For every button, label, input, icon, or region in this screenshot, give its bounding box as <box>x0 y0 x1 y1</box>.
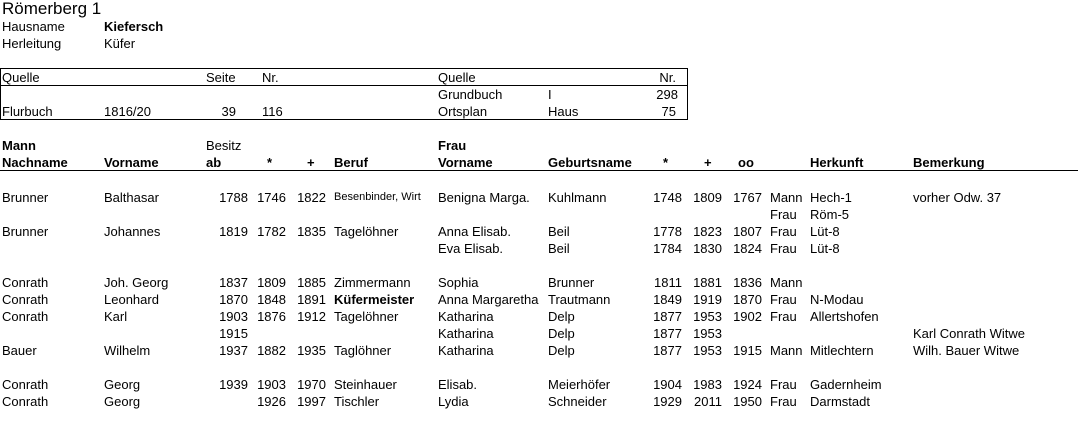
cell-geburtsname: Trautmann <box>548 292 611 307</box>
header-beruf: Beruf <box>334 155 368 170</box>
cell-oo: 1870 <box>733 292 762 307</box>
cell-f-born: 1748 <box>653 190 682 205</box>
cell-ab: 1937 <box>219 343 248 358</box>
ortsplan-detail: Haus <box>548 104 579 119</box>
cell-nachname: Bauer <box>2 343 37 358</box>
cell-who: Frau <box>770 377 797 392</box>
cell-beruf: Taglöhner <box>334 343 392 358</box>
cell-died: 1935 <box>297 343 326 358</box>
cell-ab: 1837 <box>219 275 248 290</box>
cell-who: Frau <box>770 224 797 239</box>
cell-nachname: Brunner <box>2 190 49 205</box>
quelle-header-left: Quelle <box>2 70 40 85</box>
cell-who: Frau <box>770 292 797 307</box>
cell-ab: 1903 <box>219 309 248 324</box>
cell-who: Frau <box>770 394 797 409</box>
header-frau-born: * <box>663 155 669 170</box>
cell-beruf: Steinhauer <box>334 377 397 392</box>
cell-herkunft: Lüt-8 <box>810 224 840 239</box>
cell-nachname: Conrath <box>2 275 49 290</box>
cell-f-born: 1811 <box>654 275 682 290</box>
cell-born: 1746 <box>257 190 286 205</box>
cell-frau-vorname: Sophia <box>438 275 479 290</box>
cell-died: 1997 <box>297 394 326 409</box>
cell-geburtsname: Brunner <box>548 275 595 290</box>
cell-vorname: Georg <box>104 377 141 392</box>
cell-f-died: 1953 <box>693 343 722 358</box>
cell-oo: 1924 <box>733 377 762 392</box>
quelle-header-divider <box>0 85 688 86</box>
cell-ab: 1819 <box>219 224 248 239</box>
cell-born: 1882 <box>257 343 286 358</box>
cell-frau-vorname: Anna Margaretha <box>438 292 539 307</box>
cell-oo: 1836 <box>733 275 762 290</box>
cell-f-born: 1877 <box>653 309 682 324</box>
cell-f-born: 1784 <box>653 241 682 256</box>
cell-beruf: Küfermeister <box>334 292 415 307</box>
cell-died: 1822 <box>297 190 326 205</box>
cell-vorname: Leonhard <box>104 292 159 307</box>
cell-f-died: 1919 <box>693 292 722 307</box>
cell-f-died: 1823 <box>693 224 722 239</box>
cell-herkunft: Allertshofen <box>810 309 879 324</box>
cell-geburtsname: Beil <box>548 241 570 256</box>
header-ab: ab <box>206 155 222 170</box>
cell-born: 1876 <box>257 309 286 324</box>
cell-f-died: 1953 <box>693 309 722 324</box>
page-title: Römerberg 1 <box>2 0 102 18</box>
cell-herkunft: Lüt-8 <box>810 241 840 256</box>
header-died: + <box>307 155 315 170</box>
cell-who: Mann <box>770 275 803 290</box>
cell-vorname: Karl <box>104 309 128 324</box>
cell-nachname: Conrath <box>2 377 49 392</box>
cell-bemerkung: Karl Conrath Witwe <box>913 326 1025 341</box>
cell-born: 1782 <box>257 224 286 239</box>
cell-ab: 1939 <box>219 377 248 392</box>
cell-nachname: Conrath <box>2 292 49 307</box>
grundbuch-label: Grundbuch <box>438 87 503 102</box>
cell-died: 1835 <box>297 224 326 239</box>
cell-geburtsname: Delp <box>548 343 575 358</box>
cell-f-died: 1983 <box>693 377 722 392</box>
cell-frau-vorname: Lydia <box>438 394 469 409</box>
header-born: * <box>267 155 273 170</box>
cell-f-born: 1778 <box>653 224 682 239</box>
cell-geburtsname: Beil <box>548 224 570 239</box>
cell-oo: 1915 <box>733 343 762 358</box>
cell-f-died: 2011 <box>694 394 722 409</box>
header-divider <box>0 170 1078 171</box>
cell-beruf: Tischler <box>334 394 380 409</box>
flurbuch-seite: 39 <box>221 104 236 119</box>
cell-born: 1848 <box>257 292 286 307</box>
cell-vorname: Joh. Georg <box>104 275 169 290</box>
ortsplan-label: Ortsplan <box>438 104 488 119</box>
cell-born: 1926 <box>257 394 286 409</box>
header-mann: Mann <box>2 138 36 153</box>
cell-f-born: 1929 <box>653 394 682 409</box>
seite-header: Seite <box>206 70 236 85</box>
cell-herkunft: Hech-1 <box>810 190 852 205</box>
herleitung-value: Küfer <box>104 36 136 51</box>
cell-ab: 1915 <box>219 326 248 341</box>
cell-who: Mann <box>770 190 803 205</box>
cell-f-died: 1809 <box>693 190 722 205</box>
cell-f-died: 1881 <box>693 275 722 290</box>
cell-frau-vorname: Eva Elisab. <box>438 241 504 256</box>
cell-geburtsname: Schneider <box>548 394 607 409</box>
cell-f-born: 1877 <box>653 343 682 358</box>
cell-nachname: Brunner <box>2 224 49 239</box>
flurbuch-year: 1816/20 <box>104 104 151 119</box>
cell-vorname: Balthasar <box>104 190 159 205</box>
cell-geburtsname: Delp <box>548 326 575 341</box>
cell-vorname: Johannes <box>104 224 161 239</box>
cell-beruf: Besenbinder, Wirt <box>334 191 421 203</box>
header-nachname: Nachname <box>2 155 68 170</box>
cell-bemerkung: Wilh. Bauer Witwe <box>913 343 1020 358</box>
cell-geburtsname: Delp <box>548 309 575 324</box>
cell-ab: 1870 <box>219 292 248 307</box>
ortsplan-nr: 75 <box>661 104 676 119</box>
header-besitz: Besitz <box>206 138 242 153</box>
cell-frau-vorname: Katharina <box>438 343 494 358</box>
nr-header-right: Nr. <box>659 70 676 85</box>
cell-born: 1809 <box>257 275 286 290</box>
cell-vorname: Wilhelm <box>104 343 151 358</box>
cell-who: Frau <box>770 309 797 324</box>
cell-born: 1903 <box>257 377 286 392</box>
cell-frau-vorname: Elisab. <box>438 377 478 392</box>
cell-nachname: Conrath <box>2 309 49 324</box>
header-frau-died: + <box>704 155 712 170</box>
cell-geburtsname: Kuhlmann <box>548 190 607 205</box>
flurbuch-nr: 116 <box>262 104 283 119</box>
cell-died: 1970 <box>297 377 326 392</box>
cell-herkunft: Röm-5 <box>810 207 850 222</box>
cell-herkunft: Mitlechtern <box>810 343 874 358</box>
header-vorname: Vorname <box>104 155 159 170</box>
cell-f-born: 1877 <box>653 326 682 341</box>
cell-frau-vorname: Anna Elisab. <box>438 224 511 239</box>
cell-frau-vorname: Katharina <box>438 309 494 324</box>
cell-herkunft: Darmstadt <box>810 394 870 409</box>
cell-vorname: Georg <box>104 394 141 409</box>
cell-bemerkung: vorher Odw. 37 <box>913 190 1002 205</box>
cell-herkunft: Gadernheim <box>810 377 882 392</box>
header-frau-vorname: Vorname <box>438 155 493 170</box>
cell-died: 1885 <box>297 275 326 290</box>
quelle-header-right: Quelle <box>438 70 476 85</box>
grundbuch-detail: I <box>548 87 552 102</box>
header-bemerkung: Bemerkung <box>913 155 985 170</box>
flurbuch-label: Flurbuch <box>2 104 53 119</box>
cell-f-born: 1904 <box>653 377 682 392</box>
cell-beruf: Zimmermann <box>334 275 411 290</box>
herleitung-label: Herleitung <box>2 36 62 51</box>
cell-frau-vorname: Benigna Marga. <box>438 190 530 205</box>
grundbuch-nr: 298 <box>656 87 678 102</box>
cell-oo: 1767 <box>733 190 762 205</box>
cell-f-born: 1849 <box>653 292 682 307</box>
cell-who: Frau <box>770 207 797 222</box>
cell-oo: 1902 <box>733 309 762 324</box>
cell-beruf: Tagelöhner <box>334 224 399 239</box>
hausname-value: Kiefersch <box>104 19 164 34</box>
cell-geburtsname: Meierhöfer <box>548 377 611 392</box>
cell-nachname: Conrath <box>2 394 49 409</box>
cell-oo: 1824 <box>733 241 762 256</box>
cell-f-died: 1953 <box>693 326 722 341</box>
hausname-label: Hausname <box>2 19 65 34</box>
header-geburtsname: Geburtsname <box>548 155 632 170</box>
nr-header-left: Nr. <box>262 70 279 85</box>
header-oo: oo <box>738 155 754 170</box>
cell-ab: 1788 <box>219 190 248 205</box>
cell-herkunft: N-Modau <box>810 292 864 307</box>
cell-frau-vorname: Katharina <box>438 326 494 341</box>
header-herkunft: Herkunft <box>810 155 864 170</box>
cell-oo: 1950 <box>733 394 762 409</box>
cell-f-died: 1830 <box>693 241 722 256</box>
cell-beruf: Tagelöhner <box>334 309 399 324</box>
cell-who: Frau <box>770 241 797 256</box>
cell-oo: 1807 <box>733 224 762 239</box>
cell-died: 1891 <box>297 292 326 307</box>
cell-died: 1912 <box>297 309 326 324</box>
cell-who: Mann <box>770 343 803 358</box>
header-frau: Frau <box>438 138 467 153</box>
